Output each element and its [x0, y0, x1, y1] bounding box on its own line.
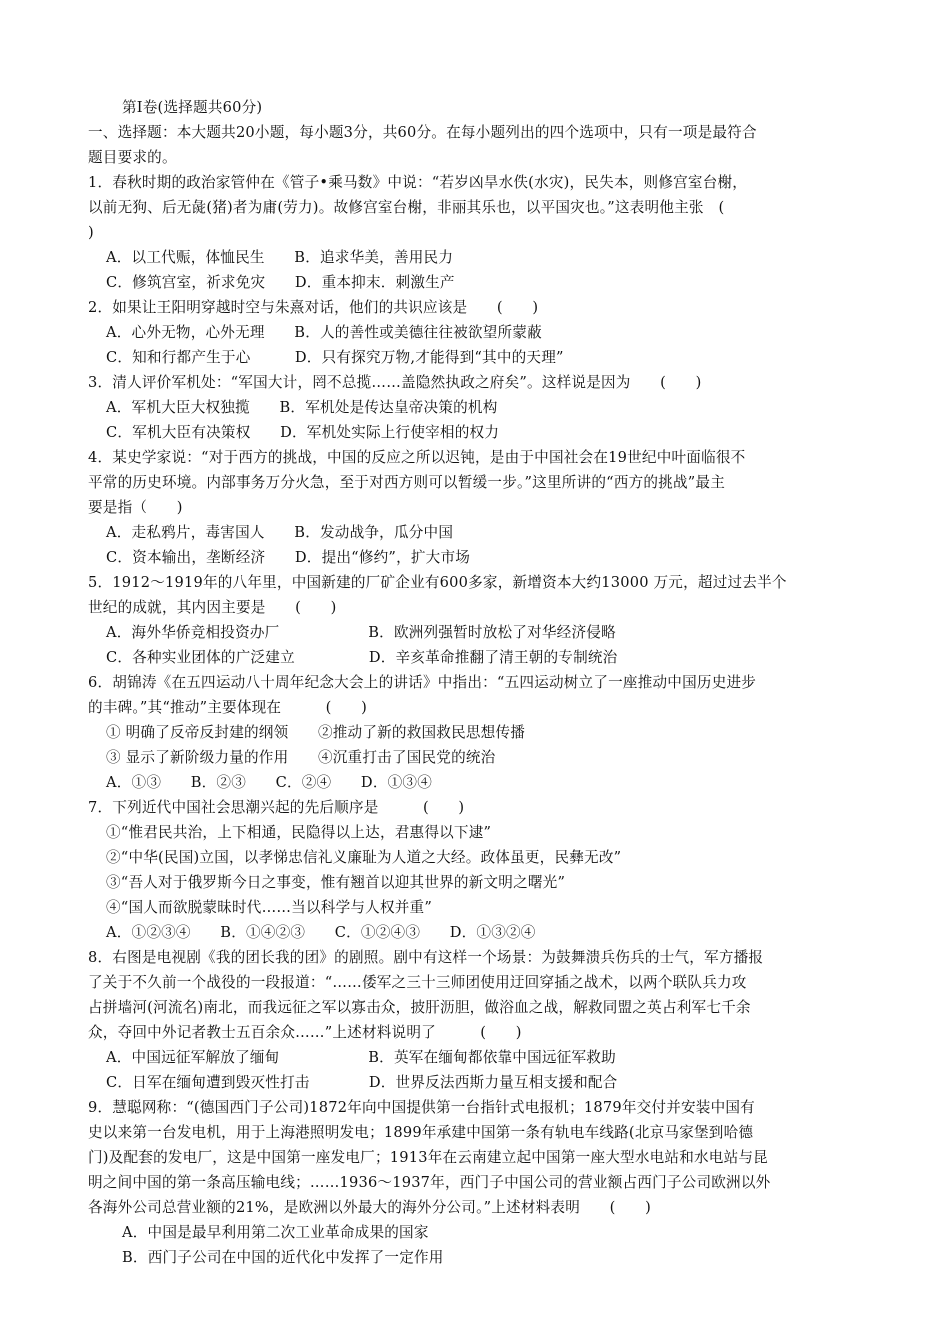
question-4-stem: 平常的历史环境。内部事务万分火急，至于对西方则可以暂缓一步。”这里所讲的“西方的挑战”最主: [88, 474, 726, 491]
question-8-stem: 众，夺回中外记者教士五百余众……”上述材料说明了 ( ): [88, 1024, 522, 1041]
question-2-options: A．心外无物，心外无理 B．人的善性或美德往往被欲望所蒙蔽: [106, 324, 542, 341]
question-9-stem: 各海外公司总营业额的21%，是欧洲以外最大的海外分公司。”上述材料表明 ( ): [88, 1199, 651, 1216]
question-7-statement: ②“中华(民国)立国，以孝悌忠信礼义廉耻为人道之大经。政体虽更，民彝无改”: [106, 849, 622, 866]
question-1-options: A．以工代赈，体恤民生 B．追求华美，善用民力: [106, 249, 454, 266]
question-3-options: C．军机大臣有决策权 D．军机处实际上行使宰相的权力: [106, 424, 500, 441]
question-4-stem: 要是指（ ): [88, 499, 183, 516]
question-3-stem: 3．清人评价军机处：“军国大计，罔不总揽……盖隐然执政之府矣”。这样说是因为 ( ): [88, 374, 702, 391]
question-5-options: A．海外华侨竞相投资办厂 B．欧洲列强暂时放松了对华经济侵略: [106, 624, 616, 641]
question-6-stem: 的丰碑。”其“推动”主要体现在 ( ): [88, 699, 367, 716]
question-9-stem: 9．慧聪网称：“(德国西门子公司)1872年向中国提供第一台指针式电报机；1879年交付并安装中国有: [88, 1099, 755, 1116]
question-3-options: A．军机大臣大权独揽 B．军机处是传达皇帝决策的机构: [106, 399, 498, 416]
question-9-stem: 门)及配套的发电厂，这是中国第一座发电厂；1913年在云南建立起中国第一座大型水电站和水电站与昆: [88, 1149, 768, 1166]
question-1-stem: 1．春秋时期的政治家管仲在《管子•乘马数》中说：“若岁凶旱水佚(水灾)，民失本，则修宫室台榭，: [88, 174, 748, 191]
question-5-options: C．各种实业团体的广泛建立 D．辛亥革命推翻了清王朝的专制统治: [106, 649, 618, 666]
question-8-stem: 8．右图是电视剧《我的团长我的团》的剧照。剧中有这样一个场景：为鼓舞溃兵伤兵的士气，军方播报: [88, 949, 764, 966]
question-6-statements: ③ 显示了新阶级力量的作用 ④沉重打击了国民党的统治: [106, 749, 496, 766]
section-title: 第Ⅰ卷(选择题共60分): [122, 99, 263, 116]
question-7-stem: 7．下列近代中国社会思潮兴起的先后顺序是 ( ): [88, 799, 465, 816]
question-1-stem: ): [88, 224, 94, 241]
question-8-stem: 占拼墙河(河流名)南北，而我远征之军以寡击众，披肝沥胆，做浴血之战，解救同盟之英占利军七千余: [88, 999, 751, 1016]
question-7-statement: ④“国人而欲脱蒙昧时代……当以科学与人权并重”: [106, 899, 432, 916]
question-4-options: A．走私鸦片，毒害国人 B．发动战争，瓜分中国: [106, 524, 454, 541]
question-7-statement: ③“吾人对于俄罗斯今日之事变，惟有翘首以迎其世界的新文明之曙光”: [106, 874, 566, 891]
question-8-options: C．日军在缅甸遭到毁灭性打击 D．世界反法西斯力量互相支援和配合: [106, 1074, 618, 1091]
question-2-options: C．知和行都产生于心 D．只有探究万物,才能得到“其中的天理”: [106, 349, 564, 366]
question-4-stem: 4．某史学家说：“对于西方的挑战，中国的反应之所以迟钝，是由于中国社会在19世纪中叶面临很不: [88, 449, 746, 466]
question-9-stem: 史以来第一台发电机，用于上海港照明发电；1899年承建中国第一条有轨电车线路(北京马家堡到哈德: [88, 1124, 754, 1141]
instructions-line: 一、选择题：本大题共20小题，每小题3分，共60分。在每小题列出的四个选项中，只有一项是最符合: [88, 124, 757, 141]
question-9-option: A．中国是最早利用第二次工业革命成果的国家: [122, 1224, 429, 1241]
question-9-option: B．西门子公司在中国的近代化中发挥了一定作用: [122, 1249, 444, 1266]
question-8-stem: 了关于不久前一个战役的一段报道：“……倭军之三十三师团使用迂回穿插之战术，以两个联队兵力攻: [88, 974, 747, 991]
question-6-statements: ① 明确了反帝反封建的纲领 ②推动了新的救国救民思想传播: [106, 724, 526, 741]
question-5-stem: 世纪的成就，其内因主要是 ( ): [88, 599, 337, 616]
question-5-stem: 5．1912～1919年的八年里，中国新建的厂矿企业有600多家，新增资本大约13000 万元，超过过去半个: [88, 574, 787, 591]
question-1-options: C．修筑宫室，祈求免灾 D．重本抑末．刺激生产: [106, 274, 455, 291]
question-4-options: C．资本输出，垄断经济 D．提出“修约”，扩大市场: [106, 549, 471, 566]
question-6-stem: 6．胡锦涛《在五四运动八十周年纪念大会上的讲话》中指出：“五四运动树立了一座推动中国历史进步: [88, 674, 757, 691]
question-7-statement: ①“惟君民共治，上下相通，民隐得以上达，君惠得以下逮”: [106, 824, 492, 841]
question-1-stem: 以前无狗、后无彘(猪)者为庸(劳力)。故修宫室台榭，非丽其乐也，以平国灾也。”这表明他主张 (: [88, 199, 725, 216]
question-7-options: A．①②③④ B．①④②③ C．①②④③ D．①③②④: [106, 924, 536, 941]
question-9-stem: 明之间中国的第一条高压输电线；……1936～1937年，西门子中国公司的营业额占西门子公司欧洲以外: [88, 1174, 771, 1191]
question-8-options: A．中国远征军解放了缅甸 B．英军在缅甸都依靠中国远征军救助: [106, 1049, 616, 1066]
instructions-line: 题目要求的。: [88, 149, 177, 166]
question-6-options: A．①③ B．②③ C．②④ D．①③④: [106, 774, 433, 791]
question-2-stem: 2．如果让王阳明穿越时空与朱熹对话，他们的共识应该是 ( ): [88, 299, 539, 316]
